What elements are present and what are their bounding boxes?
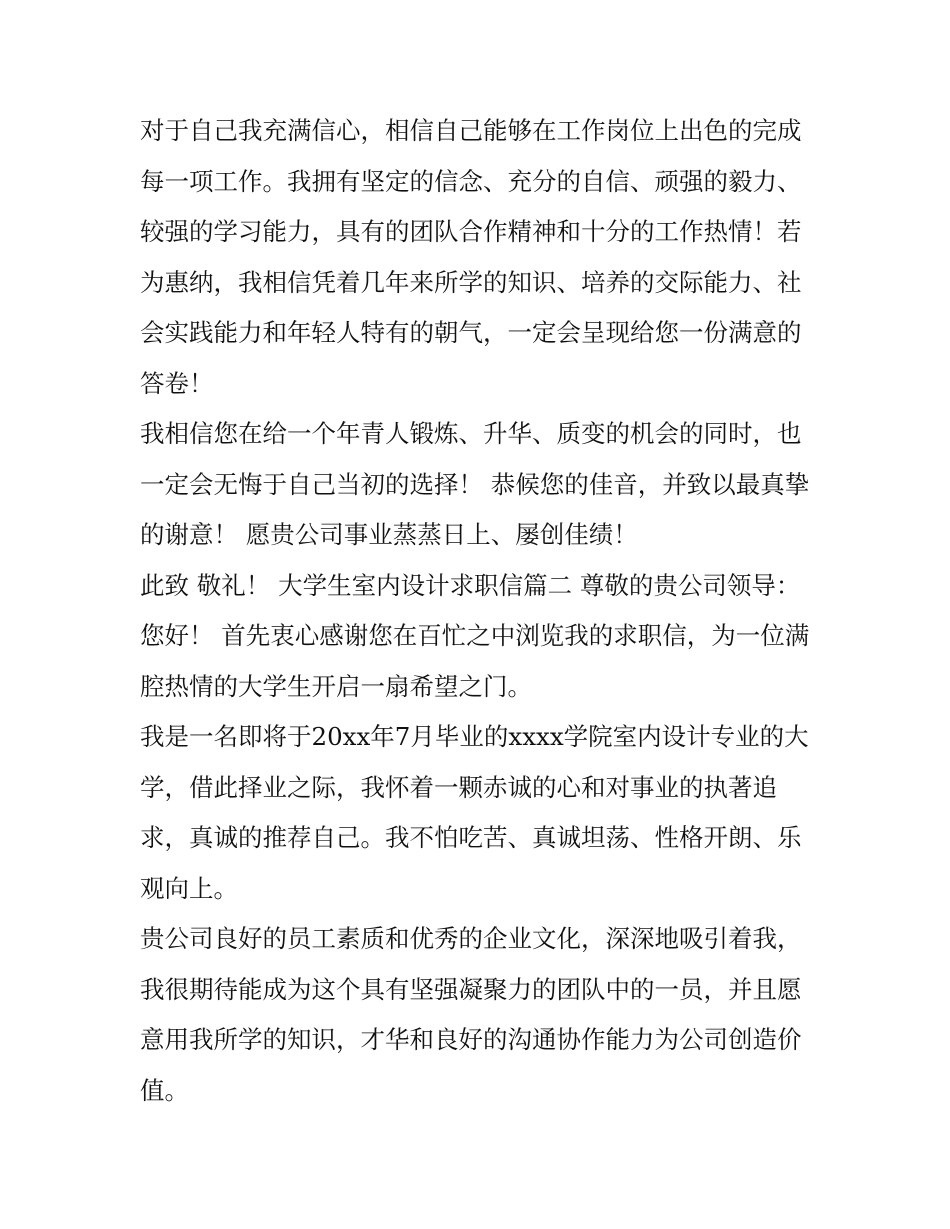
paragraph-greeting: 此致 敬礼！ 大学生室内设计求职信篇二 尊敬的贵公司领导：您好！ 首先衷心感谢您在百忙之中浏览我的求职信，为一位满腔热情的大学生开启一扇希望之门。 [140, 570, 810, 701]
paragraph-confidence: 对于自己我充满信心，相信自己能够在工作岗位上出色的完成每一项工作。我拥有坚定的信念、充分的自信、顽强的毅力、较强的学习能力，具有的团队合作精神和十分的工作热情！若为惠纳，我相信凭着几年来所学的知识、培养的交际能力、社会实践能力和年轻人特有的朝气，一定会呈现给您一份满意的答卷！ [140, 116, 802, 398]
paragraph-introduction: 我是一名即将于20xx年7月毕业的xxxx学院室内设计专业的大学，借此择业之际，我怀着一颗赤诚的心和对事业的执著追求，真诚的推荐自己。我不怕吃苦、真诚坦荡、性格开朗、乐观向上。 [140, 722, 809, 903]
paragraph-choice: 我相信您在给一个年青人锻炼、升华、质变的机会的同时，也一定会无悔于自己当初的选择！ 恭候您的佳音，并致以最真挚的谢意！ 愿贵公司事业蒸蒸日上、屡创佳绩！ [140, 419, 810, 549]
document-body [140, 106, 820, 1116]
paragraph-company-culture: 贵公司良好的员工素质和优秀的企业文化，深深地吸引着我，我很期待能成为这个具有坚强凝聚力的团队中的一员，并且愿意用我所学的知识，才华和良好的沟通协作能力为公司创造价值。 [140, 924, 802, 1105]
